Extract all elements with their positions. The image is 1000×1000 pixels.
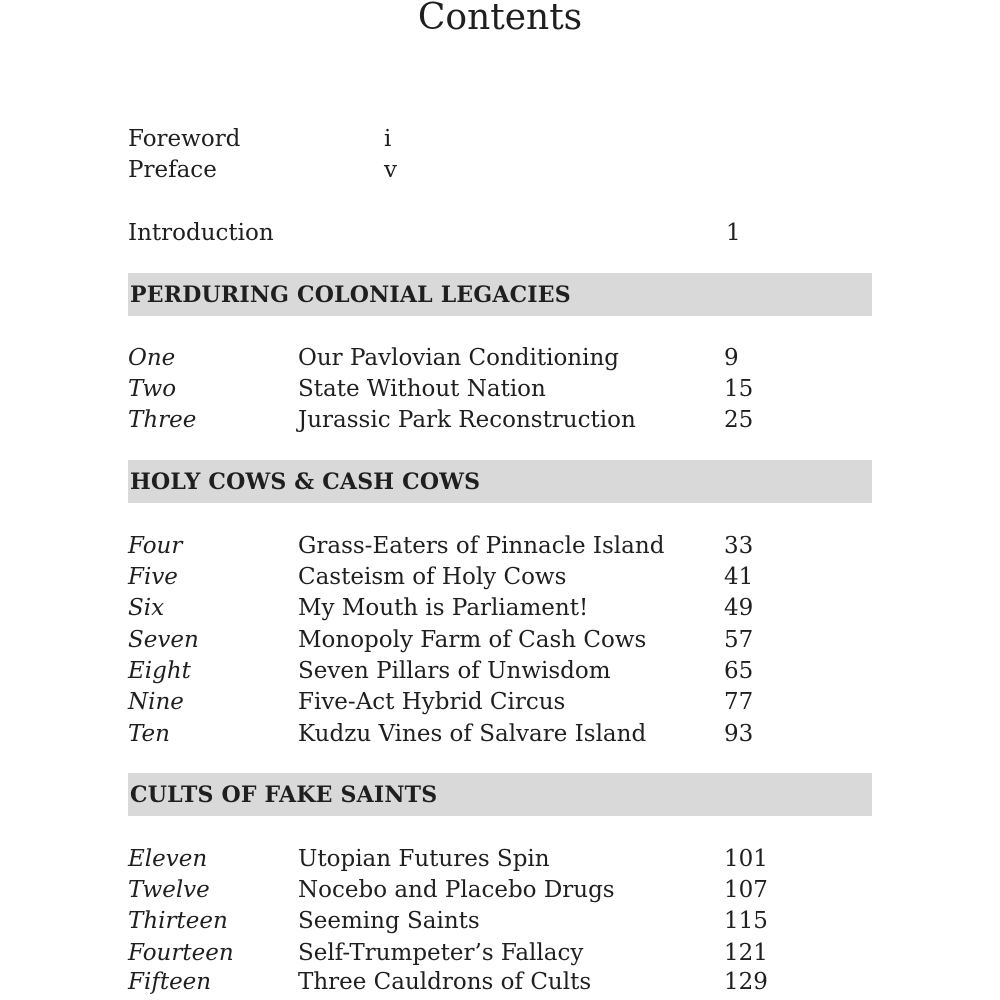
- chapter-row[interactable]: [128, 719, 872, 750]
- chapter-number: Eleven: [128, 846, 208, 872]
- chapter-row[interactable]: [128, 625, 872, 656]
- chapter-number: Twelve: [128, 877, 210, 903]
- chapter-title: Grass-Eaters of Pinnacle Island: [298, 533, 665, 559]
- part-title: PERDURING COLONIAL LEGACIES: [130, 282, 571, 308]
- chapter-number: Two: [128, 376, 177, 402]
- chapter-page-number: 107: [724, 877, 768, 903]
- toc-entry-preface[interactable]: [128, 155, 872, 186]
- chapter-number: Five: [128, 564, 178, 590]
- chapter-number: Ten: [128, 721, 170, 747]
- toc-entry-introduction[interactable]: [128, 218, 872, 249]
- chapter-row[interactable]: [128, 844, 872, 875]
- chapter-row[interactable]: [128, 531, 872, 562]
- chapter-title: Casteism of Holy Cows: [298, 564, 567, 590]
- chapter-row[interactable]: [128, 875, 872, 906]
- entry-label: Preface: [128, 157, 217, 183]
- chapter-title: Self-Trumpeter’s Fallacy: [298, 940, 584, 966]
- chapter-title: Seeming Saints: [298, 908, 480, 934]
- chapter-title: State Without Nation: [298, 376, 546, 402]
- chapter-number: One: [128, 345, 176, 371]
- chapter-row[interactable]: [128, 343, 872, 374]
- entry-page-number: i: [384, 126, 392, 152]
- part-title: CULTS OF FAKE SAINTS: [130, 782, 438, 808]
- part-title: HOLY COWS & CASH COWS: [130, 469, 481, 495]
- chapter-row[interactable]: [128, 687, 872, 718]
- chapter-number: Thirteen: [128, 908, 228, 934]
- chapter-title: Five-Act Hybrid Circus: [298, 689, 566, 715]
- entry-label: Introduction: [128, 220, 274, 246]
- part-heading-band: [128, 273, 872, 316]
- chapter-title: Our Pavlovian Conditioning: [298, 345, 620, 371]
- chapter-title: My Mouth is Parliament!: [298, 595, 589, 621]
- chapter-row[interactable]: [128, 405, 872, 436]
- chapter-row[interactable]: [128, 656, 872, 687]
- chapter-page-number: 49: [724, 595, 754, 621]
- chapter-page-number: 129: [724, 969, 768, 995]
- chapter-title: Jurassic Park Reconstruction: [298, 407, 636, 433]
- chapter-page-number: 93: [724, 721, 754, 747]
- chapter-title: Utopian Futures Spin: [298, 846, 550, 872]
- chapter-number: Fourteen: [128, 940, 234, 966]
- chapter-page-number: 77: [724, 689, 754, 715]
- chapter-page-number: 25: [724, 407, 754, 433]
- page-title: Contents: [417, 0, 583, 38]
- entry-page-number: 1: [726, 220, 741, 246]
- chapter-number: Nine: [128, 689, 184, 715]
- chapter-number: Fifteen: [128, 969, 212, 995]
- entry-page-number: v: [384, 157, 397, 183]
- chapter-number: Six: [128, 595, 165, 621]
- chapter-page-number: 9: [724, 345, 739, 371]
- chapter-number: Seven: [128, 627, 199, 653]
- chapter-row[interactable]: [128, 938, 872, 969]
- chapter-row[interactable]: [128, 967, 872, 998]
- chapter-title: Kudzu Vines of Salvare Island: [298, 721, 647, 747]
- chapter-page-number: 121: [724, 940, 768, 966]
- chapter-row[interactable]: [128, 593, 872, 624]
- chapter-title: Three Cauldrons of Cults: [298, 969, 592, 995]
- chapter-page-number: 41: [724, 564, 754, 590]
- toc-entry-foreword[interactable]: [128, 124, 872, 155]
- chapter-row[interactable]: [128, 906, 872, 937]
- part-heading-band: [128, 773, 872, 816]
- chapter-number: Eight: [128, 658, 191, 684]
- chapter-title: Nocebo and Placebo Drugs: [298, 877, 615, 903]
- entry-label: Foreword: [128, 126, 241, 152]
- chapter-page-number: 33: [724, 533, 754, 559]
- chapter-row[interactable]: [128, 374, 872, 405]
- chapter-number: Four: [128, 533, 183, 559]
- chapter-title: Monopoly Farm of Cash Cows: [298, 627, 647, 653]
- chapter-row[interactable]: [128, 562, 872, 593]
- chapter-page-number: 57: [724, 627, 754, 653]
- part-heading-band: [128, 460, 872, 503]
- chapter-page-number: 101: [724, 846, 768, 872]
- chapter-page-number: 65: [724, 658, 754, 684]
- chapter-title: Seven Pillars of Unwisdom: [298, 658, 611, 684]
- chapter-page-number: 15: [724, 376, 754, 402]
- chapter-page-number: 115: [724, 908, 768, 934]
- chapter-number: Three: [128, 407, 197, 433]
